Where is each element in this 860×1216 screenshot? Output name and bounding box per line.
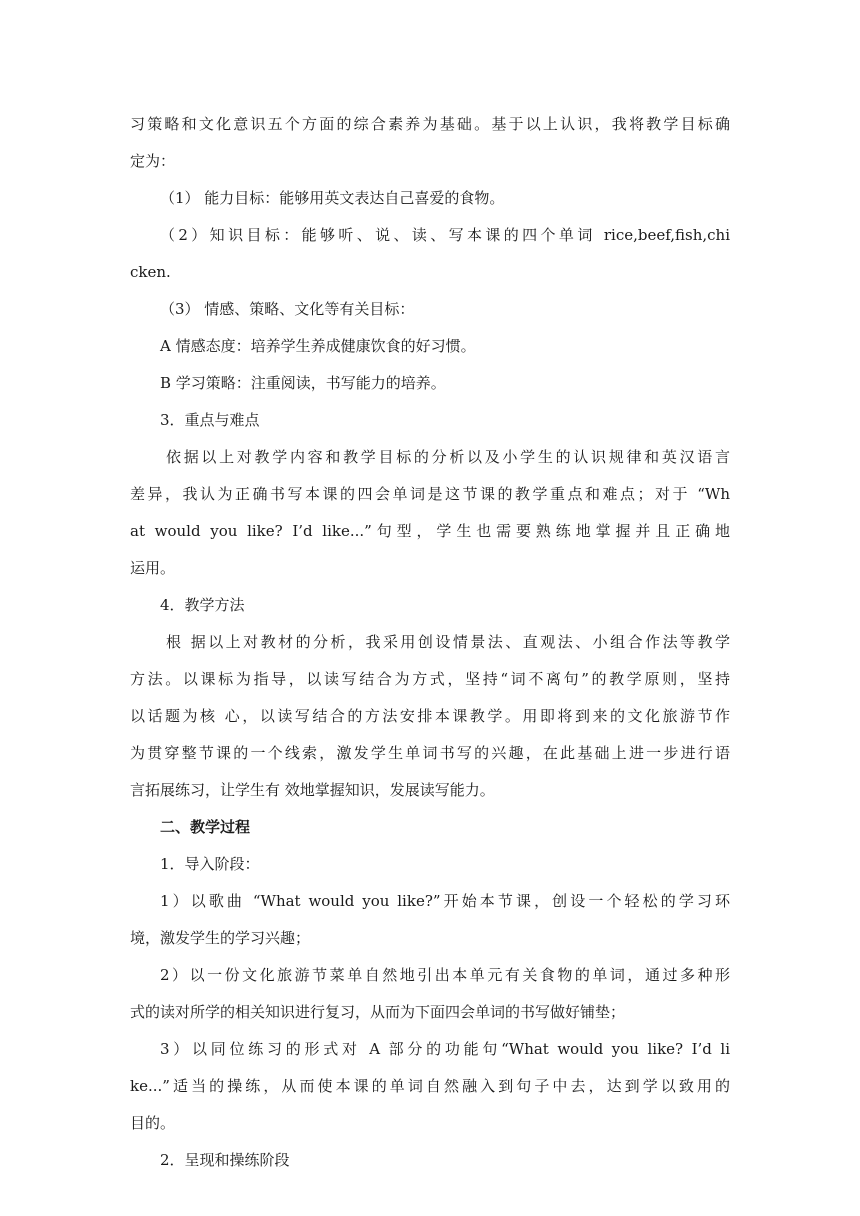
objective-attitude: A 情感态度：培养学生养成健康饮食的好习惯。 xyxy=(160,337,476,355)
text-line: 言拓展练习，让学生有 效地掌握知识，发展读写能力。 xyxy=(130,781,495,799)
text-line: cken. xyxy=(130,263,171,281)
text-line: 差异，我认为正确书写本课的四会单词是这节课的教学重点和难点；对于 “Wh xyxy=(130,485,730,503)
text-line: 习策略和文化意识五个方面的综合素养为基础。基于以上认识，我将教学目标确 xyxy=(130,115,730,133)
text-line: 依据以上对教学内容和教学目标的分析以及小学生的认识规律和英汉语言 xyxy=(166,448,730,466)
objective-emotion: （3） 情感、策略、文化等有关目标： xyxy=(160,300,415,318)
objective-strategy: B 学习策略：注重阅读，书写能力的培养。 xyxy=(160,374,446,392)
section-heading: 3．重点与难点 xyxy=(160,411,260,429)
text-line: 境，激发学生的学习兴趣； xyxy=(130,929,311,947)
text-line: 为贯穿整节课的一个线索，激发学生单词书写的兴趣，在此基础上进一步进行语 xyxy=(130,744,730,762)
text-line: 定为： xyxy=(130,152,176,170)
text-line: 1）以歌曲 “What would you like?”开始本节课，创设一个轻松的学习环 xyxy=(160,892,730,910)
text-line: 根 据以上对教材的分析，我采用创设情景法、直观法、小组合作法等教学 xyxy=(166,633,730,651)
text-line: 3）以同位练习的形式对 A 部分的功能句“What would you like? I’d li xyxy=(160,1040,730,1058)
section-heading: 2．呈现和操练阶段 xyxy=(160,1151,290,1169)
section-heading: 4．教学方法 xyxy=(160,596,245,614)
document-page xyxy=(130,106,730,1179)
section-heading-bold: 二、教学过程 xyxy=(160,818,251,836)
text-line: 目的。 xyxy=(130,1114,176,1132)
section-heading: 1．导入阶段： xyxy=(160,855,260,873)
objective-ability: （1） 能力目标：能够用英文表达自己喜爱的食物。 xyxy=(160,189,505,207)
text-line: 2）以一份文化旅游节菜单自然地引出本单元有关食物的单词，通过多种形 xyxy=(160,966,730,984)
objective-knowledge: （2）知识目标：能够听、说、读、写本课的四个单词 rice,beef,fish,chi xyxy=(160,226,730,244)
text-line: 式的读对所学的相关知识进行复习，从而为下面四会单词的书写做好铺垫； xyxy=(130,1003,626,1021)
text-line: 方法。以课标为指导，以读写结合为方式，坚持“词不离句”的教学原则，坚持 xyxy=(130,670,730,688)
text-line: ke...”适当的操练，从而使本课的单词自然融入到句子中去，达到学以致用的 xyxy=(130,1077,730,1095)
text-line: 运用。 xyxy=(130,559,176,577)
text-line: 以话题为核 心，以读写结合的方法安排本课教学。用即将到来的文化旅游节作 xyxy=(130,707,730,725)
text-line: at would you like? I’d like...”句型，学生也需要熟练地掌握并且正确地 xyxy=(130,522,730,540)
